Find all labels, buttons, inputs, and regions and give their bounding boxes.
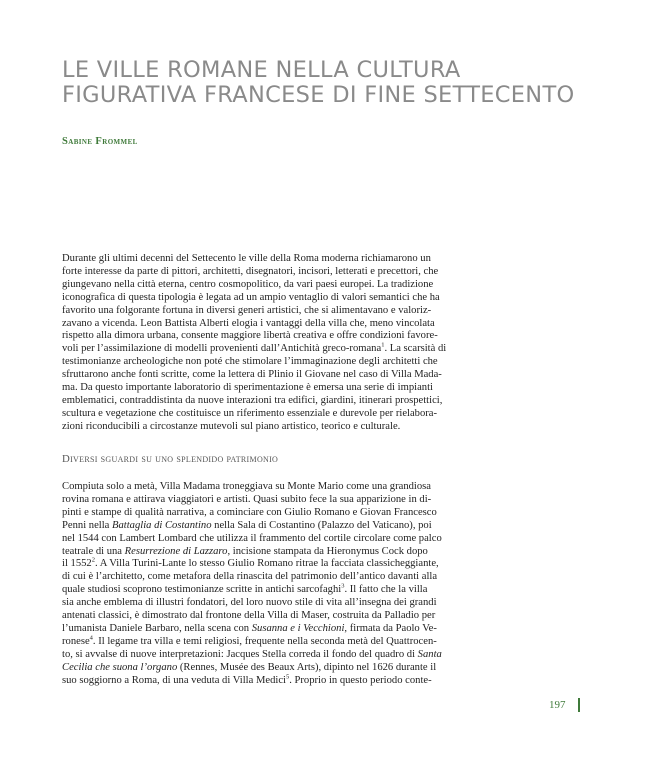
body-line (62, 546, 482, 559)
abstract-line (62, 369, 482, 382)
abstract-line (62, 421, 482, 434)
abstract-line (62, 318, 482, 331)
text-run: giungevano nella città eterna, centro cosmopolitico, da vari paesi europei. La tradizione (62, 278, 434, 290)
text-run: rispetto alla dimora urbana, consente maggiore libertà creativa e offre condizioni favore- (62, 330, 438, 342)
footnote-ref: 2 (91, 556, 95, 564)
abstract-line (62, 343, 482, 356)
abstract-line (62, 382, 482, 395)
text-run: di cui è l’architetto, come metafora della rinascita del patrimonio dell’antico davanti alla (62, 571, 438, 583)
body-line (62, 494, 482, 507)
text-run: . Il fatto che la villa (344, 584, 428, 596)
abstract-line (62, 253, 482, 266)
text-run: il 1552 (62, 558, 92, 570)
chapter-title (62, 58, 622, 108)
footnote-ref: 4 (89, 634, 93, 642)
footnote-ref: 1 (381, 341, 385, 349)
text-run: quale studiosi scoprono testimonianze scritte in antichi sarcofaghi (62, 584, 342, 596)
text-run: sfruttarono anche fonti scritte, come la lettera di Plinio il Giovane nel caso di Villa Mada- (62, 369, 442, 381)
body-line (62, 675, 482, 688)
text-run: forte interesse da parte di pittori, architetti, disegnatori, incisori, letterati e precettori, che (62, 265, 439, 277)
body-line (62, 571, 482, 584)
chapter-title-line-1: LE VILLE ROMANE NELLA CULTURA (62, 57, 461, 83)
abstract-line (62, 305, 482, 318)
text-run: Penni nella (62, 519, 113, 531)
body-line (62, 584, 482, 597)
italic-title: Resurrezione di Lazzaro (124, 545, 228, 557)
text-run: suo soggiorno a Roma, di una veduta di Villa Medici (62, 674, 286, 686)
abstract-line (62, 279, 482, 292)
text-run: iconografica di questa tipologia è legata ad un ampio ventaglio di valori semantici che ha (62, 291, 440, 303)
body-line (62, 597, 482, 610)
section-heading: Diversi sguardi su uno splendido patrimonio (62, 453, 279, 465)
abstract-line (62, 292, 482, 305)
chapter-title-line-2: FIGURATIVA FRANCESE DI FINE SETTECENTO (62, 82, 575, 108)
text-run: teatrale di una (62, 545, 125, 557)
text-run: nella Sala di Costantino (Palazzo del Vaticano), poi (211, 519, 432, 531)
page-number-rule (578, 698, 580, 712)
body-line (62, 520, 482, 533)
abstract-line (62, 395, 482, 408)
body-line (62, 649, 482, 662)
body-paragraph (62, 481, 482, 688)
italic-title: Santa (417, 648, 442, 660)
abstract-line (62, 356, 482, 369)
text-run: zioni riconducibili a circostanze mutevoli sul piano artistico, teorico e culturale. (62, 420, 401, 432)
abstract-paragraph (62, 253, 482, 434)
text-run: ma. Da questo importante laboratorio di sperimentazione è emersa una serie di impianti (62, 382, 433, 394)
text-run: zavano a vicenda. Leon Battista Alberti elogia i vantaggi della villa che, meno vincolata (62, 317, 435, 329)
text-run: favorito una folgorante fortuna in diversi generi artistici, che si alimentavano e valoriz- (62, 304, 432, 316)
body-line (62, 507, 482, 520)
abstract-line (62, 266, 482, 279)
text-run: Compiuta solo a metà, Villa Madama troneggiava su Monte Mario come una grandiosa (62, 481, 431, 492)
body-line (62, 623, 482, 636)
text-run: scultura e vegetazione che costituisce un riferimento essenziale e durevole per rielabora- (62, 407, 438, 419)
text-run: (Rennes, Musée des Beaux Arts), dipinto nel 1626 durante il (177, 661, 437, 673)
text-run: nel 1544 con Lambert Lombard che utilizza il frammento del cortile circolare come palco (62, 532, 442, 544)
body-line (62, 533, 482, 546)
abstract-line (62, 408, 482, 421)
text-run: , firmata da Paolo Ve- (344, 622, 437, 634)
author-name: Sabine Frommel (62, 136, 138, 147)
body-line (62, 662, 482, 675)
text-run: Durante gli ultimi decenni del Settecento le ville della Roma moderna richiamarono un (62, 253, 431, 264)
body-line (62, 558, 482, 571)
text-run: . Proprio in questo periodo conte- (289, 674, 432, 686)
text-run: ronese (62, 635, 90, 647)
footnote-ref: 5 (285, 673, 290, 681)
text-run: . A Villa Turini-Lante lo stesso Giulio Romano ritrae la facciata classicheggiante, (94, 558, 439, 570)
text-run: emblematici, contraddistinta da nuove interazioni tra edifici, giardini, itinerari prospettici, (62, 394, 443, 406)
italic-title: Susanna e i Vecchioni (251, 622, 345, 634)
text-run: antenati classici, è dimostrato dal frontone della Villa di Maser, costruita da Palladio per (62, 610, 436, 622)
body-line (62, 636, 482, 649)
text-run: l’umanista Daniele Barbaro, nella scena con (62, 622, 252, 634)
footnote-ref: 3 (341, 582, 345, 590)
italic-title: Battaglia di Costantino (112, 519, 212, 531)
italic-title: Cecilia che suona l’organo (62, 661, 178, 673)
page-number: 197 (549, 699, 566, 711)
text-run: voli per l’assimilazione di modelli provenienti dall’Antichità greco-romana (62, 343, 382, 355)
text-run: . La scarsità di (384, 343, 447, 355)
abstract-line (62, 330, 482, 343)
text-run: to, si avvalse di nuove interpretazioni: Jacques Stella corredа il fondo del quadro di (62, 648, 418, 660)
body-line (62, 610, 482, 623)
text-run: pinti e stampe di qualità narrativa, a cominciare con Giulio Romano e Giovan Francesco (62, 506, 437, 518)
text-run: rovina romana e attirava viaggiatori e artisti. Quasi subito fece la sua apparizione in di- (62, 493, 432, 505)
body-line (62, 481, 482, 494)
text-run: . Il legame tra villa e temi religiosi, frequente nella seconda metà del Quattrocen- (92, 635, 437, 647)
text-run: testimonianze archeologiche non poté che stimolare l’immaginazione degli architetti che (62, 356, 438, 368)
text-run: sia anche emblema di illustri fondatori, del loro nuovo stile di vita all’insegna dei grandi (62, 597, 437, 609)
text-run: , incisione stampata da Hieronymus Cock dopo (227, 545, 428, 557)
